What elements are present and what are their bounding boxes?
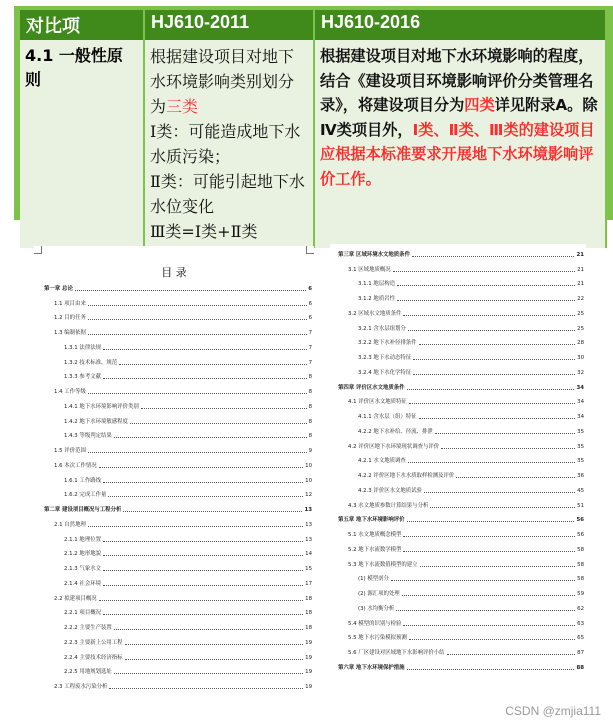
toc-entry-title: 5.1 水文地质概念模型 xyxy=(348,532,402,538)
toc-leader-dots xyxy=(412,256,575,257)
toc-entry-page: 7 xyxy=(308,330,312,336)
toc-leader-dots xyxy=(103,570,303,571)
toc-leader-dots xyxy=(103,378,307,379)
toc-entry xyxy=(338,288,584,303)
header-2011: HJ610-2011 xyxy=(144,10,314,40)
old-text-highlight: 三类 xyxy=(166,97,199,116)
toc-entry xyxy=(338,421,584,436)
toc-entry-title: 2.1.2 地形地貌 xyxy=(64,551,101,558)
toc-leader-dots xyxy=(88,452,307,453)
toc-page-left xyxy=(34,246,314,698)
toc-leader-dots xyxy=(393,271,576,272)
toc-leader-dots xyxy=(409,403,575,404)
old-standard-cell xyxy=(144,40,314,248)
toc-entry xyxy=(338,274,584,289)
new-text-highlight: Ⅰ类、Ⅱ类、Ⅲ类的建设项目应根据本标准要求开展地下水环境影响评价工作。 xyxy=(320,120,595,188)
toc-entry-title: 1.6.1 工作路线 xyxy=(64,477,101,484)
toc-entry-page: 35 xyxy=(577,443,584,450)
toc-entry-page: 22 xyxy=(577,296,584,302)
toc-entry-page: 18 xyxy=(305,625,312,631)
toc-entry xyxy=(338,377,584,392)
toc-leader-dots xyxy=(435,433,575,434)
toc-leader-dots xyxy=(108,496,303,497)
toc-entry-page: 35 xyxy=(577,458,584,465)
toc-leader-dots xyxy=(447,654,576,655)
toc-entry-title: 3.2.1 含水层组划分 xyxy=(358,325,406,332)
toc-entry xyxy=(44,381,312,396)
toc-entry-title: 4.1 评价区水文地质特征 xyxy=(348,399,407,406)
toc-entry-page: 28 xyxy=(577,340,584,347)
toc-entry xyxy=(44,440,312,455)
toc-entry xyxy=(338,569,584,584)
toc-entry-page: 21 xyxy=(576,251,584,258)
toc-leader-dots xyxy=(103,555,303,556)
toc-leader-dots xyxy=(114,629,303,630)
toc-entry-title: 2.2.4 主要技术经济指标 xyxy=(64,654,123,661)
toc-entry-title: 2.2.5 用地规划选址 xyxy=(64,669,112,676)
toc-entry xyxy=(44,293,312,308)
toc-entry-page: 13 xyxy=(304,507,312,513)
toc-leader-dots xyxy=(397,300,575,301)
toc-entry xyxy=(44,632,312,647)
toc-entry-title: 第三章 区域环境水文地质条件 xyxy=(338,251,410,258)
header-2016: HJ610-2016 xyxy=(314,10,606,40)
toc-entry xyxy=(44,558,312,573)
toc-entry xyxy=(44,529,312,544)
toc-entry-title: 5.5 地下水污染模拟预测 xyxy=(348,635,407,642)
toc-entry-page: 18 xyxy=(305,610,312,617)
toc-leader-dots xyxy=(420,566,576,567)
toc-entry-page: 65 xyxy=(577,635,584,642)
toc-entry-page: 45 xyxy=(577,487,584,494)
toc-entry-page: 34 xyxy=(576,384,584,391)
toc-title: 目 录 xyxy=(161,266,187,279)
watermark: CSDN @zmjia111 xyxy=(505,704,601,718)
toc-leader-dots xyxy=(408,330,575,331)
toc-leader-dots xyxy=(109,688,303,689)
toc-leader-dots xyxy=(456,477,575,478)
toc-leader-dots xyxy=(103,541,303,542)
toc-entry xyxy=(44,426,312,441)
toc-leader-dots xyxy=(88,393,307,394)
toc-leader-dots xyxy=(114,437,307,438)
toc-entry-title: 4.2.2 地下水补给、径流、排泄 xyxy=(358,428,433,435)
toc-entry-title: (1) 模型剖分 xyxy=(358,576,389,583)
toc-leader-dots xyxy=(403,315,575,316)
toc-entry-page: 34 xyxy=(577,399,584,406)
toc-entry-page: 87 xyxy=(577,650,584,656)
new-text-highlight: 四类 xyxy=(464,96,495,114)
toc-entry xyxy=(338,465,584,480)
toc-leader-dots xyxy=(99,600,304,601)
toc-entry-title: 5.6 厂区建设对区域地下水影响评价小结 xyxy=(348,650,445,656)
toc-entry xyxy=(44,337,312,352)
toc-entry xyxy=(338,333,584,348)
toc-entry-page: 8 xyxy=(308,403,312,410)
toc-entry xyxy=(338,613,584,628)
toc-entry-title: 1.3 编制依据 xyxy=(54,330,86,336)
toc-leader-dots xyxy=(397,285,575,286)
toc-entry-page: 13 xyxy=(305,536,312,543)
toc-entry xyxy=(44,603,312,618)
toc-entry xyxy=(44,588,312,603)
toc-entry-title: 1.4 工作等级 xyxy=(54,389,86,395)
toc-entry-title: 1.6.2 完成工作量 xyxy=(64,492,107,499)
toc-leader-dots xyxy=(430,507,575,508)
toc-entry xyxy=(338,554,584,569)
toc-entry xyxy=(44,470,312,485)
toc-leader-dots xyxy=(88,334,307,335)
toc-entry-title: 1.3.3 参考文献 xyxy=(64,374,101,381)
toc-entry-title: 1.3.2 技术标准、规范 xyxy=(64,359,118,366)
toc-entry-page: 8 xyxy=(308,389,312,395)
toc-entry-title: 2.1.3 气象水文 xyxy=(64,566,101,572)
toc-entry-title: 2.2.2 主要生产装置 xyxy=(64,625,112,631)
toc-leader-dots xyxy=(103,482,303,483)
toc-entry-title: 1.5 评价范围 xyxy=(54,448,86,454)
toc-entry-title: 4.2.2 评价区地下水水质取样检测及评价 xyxy=(358,473,455,479)
toc-entry xyxy=(338,259,584,274)
toc-entry-title: 5.2 地下水流数学模型 xyxy=(348,546,402,553)
toc-leader-dots xyxy=(119,364,306,365)
principle-label: 4.1 一般性原则 xyxy=(25,46,123,89)
toc-leader-dots xyxy=(88,305,307,306)
toc-entry xyxy=(44,367,312,382)
toc-entry-title: (2) 源汇项的处理 xyxy=(358,591,400,597)
toc-entry-title: 1.4.3 等级判定结果 xyxy=(64,433,112,440)
toc-entry-page: 10 xyxy=(305,477,312,484)
toc-entry-title: 第四章 评价区水文地质条件 xyxy=(338,384,405,391)
toc-entry-title: 1.4.2 地下水环境敏感程度 xyxy=(64,418,128,425)
toc-entry xyxy=(338,495,584,510)
toc-entry-title: 1.2 目的任务 xyxy=(54,315,86,322)
toc-entry-title: 5.3 地下水流数值模型的建立 xyxy=(348,561,418,568)
toc-entry xyxy=(44,455,312,470)
old-text-part: Ⅲ类=I类+Ⅱ类 xyxy=(150,222,258,241)
toc-entry-title: 2.1 自然地理 xyxy=(54,521,86,528)
toc-entry-page: 59 xyxy=(577,591,584,597)
toc-entry-page: 8 xyxy=(308,374,312,381)
toc-entry-page: 21 xyxy=(577,266,584,273)
toc-entry xyxy=(338,406,584,421)
toc-leader-dots xyxy=(408,462,575,463)
toc-leader-dots xyxy=(141,408,307,409)
toc-leader-dots xyxy=(130,423,307,424)
toc-entry xyxy=(44,322,312,337)
toc-leader-dots xyxy=(419,418,576,419)
toc-entry-page: 6 xyxy=(308,300,312,307)
toc-entry-page: 12 xyxy=(305,492,312,499)
toc-leader-dots xyxy=(123,511,302,512)
toc-entry xyxy=(44,544,312,559)
toc-entry xyxy=(44,617,312,632)
toc-page-right xyxy=(330,244,586,696)
toc-entry-page: 56 xyxy=(576,517,584,524)
toc-leader-dots xyxy=(407,669,575,670)
new-standard-text xyxy=(320,44,600,191)
toc-entry-title: 3.1 区域地质概况 xyxy=(348,266,391,273)
toc-entry-page: 19 xyxy=(305,684,312,690)
toc-leader-dots xyxy=(88,319,307,320)
toc-entry-page: 8 xyxy=(308,433,312,440)
toc-entry-title: 3.2.4 地下水化学特征 xyxy=(358,369,412,376)
old-text-part: I类：可能造成地下水水质污染； xyxy=(150,122,301,166)
toc-entry xyxy=(338,539,584,554)
toc-leader-dots xyxy=(88,526,303,527)
toc-entry-page: 9 xyxy=(308,448,312,454)
toc-entry-title: 2.3 工程废水污染分析 xyxy=(54,684,108,690)
toc-entry-page: 35 xyxy=(577,428,584,435)
new-text-part: 根据建设项目对地下水环境影响的程度，结合《建设项目环境影响评价分类管理名录》，将建设项目分为 xyxy=(320,47,594,114)
toc-leader-dots xyxy=(103,585,303,586)
toc-leader-dots xyxy=(424,492,575,493)
toc-entry xyxy=(44,485,312,500)
toc-entry xyxy=(338,451,584,466)
toc-entry-page: 7 xyxy=(308,359,312,366)
toc-list-left xyxy=(44,278,312,691)
toc-leader-dots xyxy=(403,536,575,537)
toc-leader-dots xyxy=(114,673,303,674)
toc-leader-dots xyxy=(103,349,307,350)
toc-entry-title: 4.2 评价区地下水环境现状调查与评价 xyxy=(348,443,440,450)
toc-entry-page: 19 xyxy=(305,639,312,646)
toc-entry-title: 4.1.1 含水层（组）特征 xyxy=(358,414,417,420)
toc-leader-dots xyxy=(402,595,575,596)
toc-entry xyxy=(338,583,584,598)
toc-entry-page: 17 xyxy=(305,580,312,587)
comparison-body-row xyxy=(20,40,606,248)
toc-entry-page: 19 xyxy=(305,654,312,661)
header-item: 对比项 xyxy=(20,10,144,40)
toc-entry-title: 4.2.3 评价区水文地质试验 xyxy=(358,487,422,494)
toc-leader-dots xyxy=(419,344,576,345)
toc-entry xyxy=(338,347,584,362)
toc-leader-dots xyxy=(403,625,575,626)
toc-entry xyxy=(338,628,584,643)
toc-entry xyxy=(44,308,312,323)
toc-entry-page: 36 xyxy=(577,473,584,479)
toc-leader-dots xyxy=(413,374,575,375)
toc-entry-title: 2.2 拟建项目概况 xyxy=(54,595,97,602)
toc-entry-page: 8 xyxy=(308,418,312,425)
toc-leader-dots xyxy=(125,644,304,645)
toc-entry-page: 14 xyxy=(305,551,312,558)
toc-entry-page: 62 xyxy=(577,605,584,612)
toc-entry-title: 4.3 水文地质参数计算结果与分析 xyxy=(348,502,429,509)
new-standard-cell xyxy=(314,40,606,248)
toc-entry-title: 1.1 项目由来 xyxy=(54,300,86,307)
toc-entry-title: 3.2.3 地下水动态特征 xyxy=(358,355,412,361)
toc-entry xyxy=(44,411,312,426)
toc-entry-title: 2.1.1 地理位置 xyxy=(64,536,101,543)
toc-leader-dots xyxy=(99,467,304,468)
toc-entry-title: 第五章 地下水环境影响评价 xyxy=(338,517,405,524)
toc-entry-page: 19 xyxy=(305,669,312,676)
new-text-part: 详见附录A。除Ⅳ类项目外， xyxy=(320,96,598,139)
toc-entry-page: 58 xyxy=(577,576,584,583)
toc-entry-page: 18 xyxy=(305,595,312,602)
toc-entry-title: 4.2.1 水文地质调查 xyxy=(358,458,406,465)
toc-entry xyxy=(44,676,312,691)
page-corner-mark xyxy=(306,246,314,254)
toc-entry-title: 5.4 模型的识别与检验 xyxy=(348,620,402,627)
toc-entry xyxy=(44,278,312,293)
toc-entry-page: 32 xyxy=(577,369,584,376)
old-text-part: Ⅱ类：可能引起地下水水位变化 xyxy=(150,172,305,216)
toc-entry-title: (3) 水均衡分析 xyxy=(358,605,395,612)
toc-entry xyxy=(44,352,312,367)
toc-entry xyxy=(44,647,312,662)
toc-entry xyxy=(338,524,584,539)
toc-leader-dots xyxy=(407,521,575,522)
toc-entry xyxy=(338,392,584,407)
toc-entry-title: 2.2.1 项目概况 xyxy=(64,610,101,617)
toc-entry xyxy=(338,657,584,672)
toc-entry-page: 88 xyxy=(576,664,584,671)
toc-entry-page: 51 xyxy=(577,502,584,509)
toc-entry xyxy=(44,514,312,529)
toc-entry-page: 56 xyxy=(577,532,584,538)
toc-leader-dots xyxy=(403,551,575,552)
toc-entry-page: 34 xyxy=(577,414,584,420)
toc-entry-page: 58 xyxy=(577,561,584,568)
old-standard-text xyxy=(150,44,308,244)
toc-entry-page: 6 xyxy=(308,315,312,322)
toc-entry-page: 21 xyxy=(577,281,584,288)
toc-leader-dots xyxy=(413,359,575,360)
toc-entry xyxy=(44,573,312,588)
toc-list-right xyxy=(338,244,584,672)
page-corner-mark xyxy=(34,246,42,254)
toc-entry xyxy=(44,499,312,514)
toc-entry-title: 3.1.1 地层构造 xyxy=(358,281,395,288)
toc-leader-dots xyxy=(75,290,306,291)
toc-entry-title: 第一章 总论 xyxy=(44,285,73,292)
toc-leader-dots xyxy=(103,614,303,615)
comparison-table xyxy=(20,10,607,248)
toc-entry xyxy=(338,480,584,495)
toc-entry xyxy=(44,662,312,677)
toc-leader-dots xyxy=(125,659,304,660)
principle-cell xyxy=(20,40,144,248)
comparison-table-panel xyxy=(14,6,613,241)
toc-entry-page: 30 xyxy=(577,355,584,361)
toc-entry-title: 3.2.2 地下水补径排条件 xyxy=(358,340,417,347)
toc-entry-page: 25 xyxy=(577,310,584,317)
toc-leader-dots xyxy=(407,389,575,390)
toc-entry-title: 2.1.4 社会环境 xyxy=(64,580,101,587)
toc-entry-page: 58 xyxy=(577,546,584,553)
toc-entry xyxy=(338,244,584,259)
comparison-header-row xyxy=(20,10,606,40)
toc-entry xyxy=(338,510,584,525)
toc-entry xyxy=(338,598,584,613)
toc-entry-title: 3.2 区域水文地质条件 xyxy=(348,310,402,317)
toc-entry xyxy=(338,436,584,451)
toc-entry-page: 15 xyxy=(305,566,312,572)
toc-entry xyxy=(338,362,584,377)
toc-leader-dots xyxy=(391,580,575,581)
toc-entry-title: 3.1.2 地质岩性 xyxy=(358,296,395,302)
toc-entry-title: 2.2.3 主要新上公用工程 xyxy=(64,639,123,646)
toc-leader-dots xyxy=(441,448,575,449)
toc-entry-page: 63 xyxy=(577,620,584,627)
toc-entry-page: 13 xyxy=(305,521,312,528)
toc-entry-page: 10 xyxy=(305,462,312,469)
toc-entry-title: 第二章 建设项目概况与工程分析 xyxy=(44,507,122,513)
toc-entry-page: 25 xyxy=(577,325,584,332)
toc-entry-page: 7 xyxy=(308,344,312,351)
toc-entry xyxy=(338,303,584,318)
toc-entry-title: 第六章 地下水环境保护措施 xyxy=(338,664,405,671)
toc-entry xyxy=(338,642,584,657)
toc-leader-dots xyxy=(409,639,575,640)
old-text-part: 根据建设项目对地下水环境影响类别划分为 xyxy=(150,47,295,116)
toc-leader-dots xyxy=(396,610,575,611)
toc-entry-page: 6 xyxy=(308,285,312,292)
toc-entry xyxy=(338,318,584,333)
toc-entry-title: 1.4.1 地下水环境影响评价类别 xyxy=(64,403,139,410)
toc-entry-title: 1.6 本次工作情况 xyxy=(54,462,97,469)
toc-entry xyxy=(44,396,312,411)
toc-entry-title: 1.3.1 法律法规 xyxy=(64,344,101,351)
